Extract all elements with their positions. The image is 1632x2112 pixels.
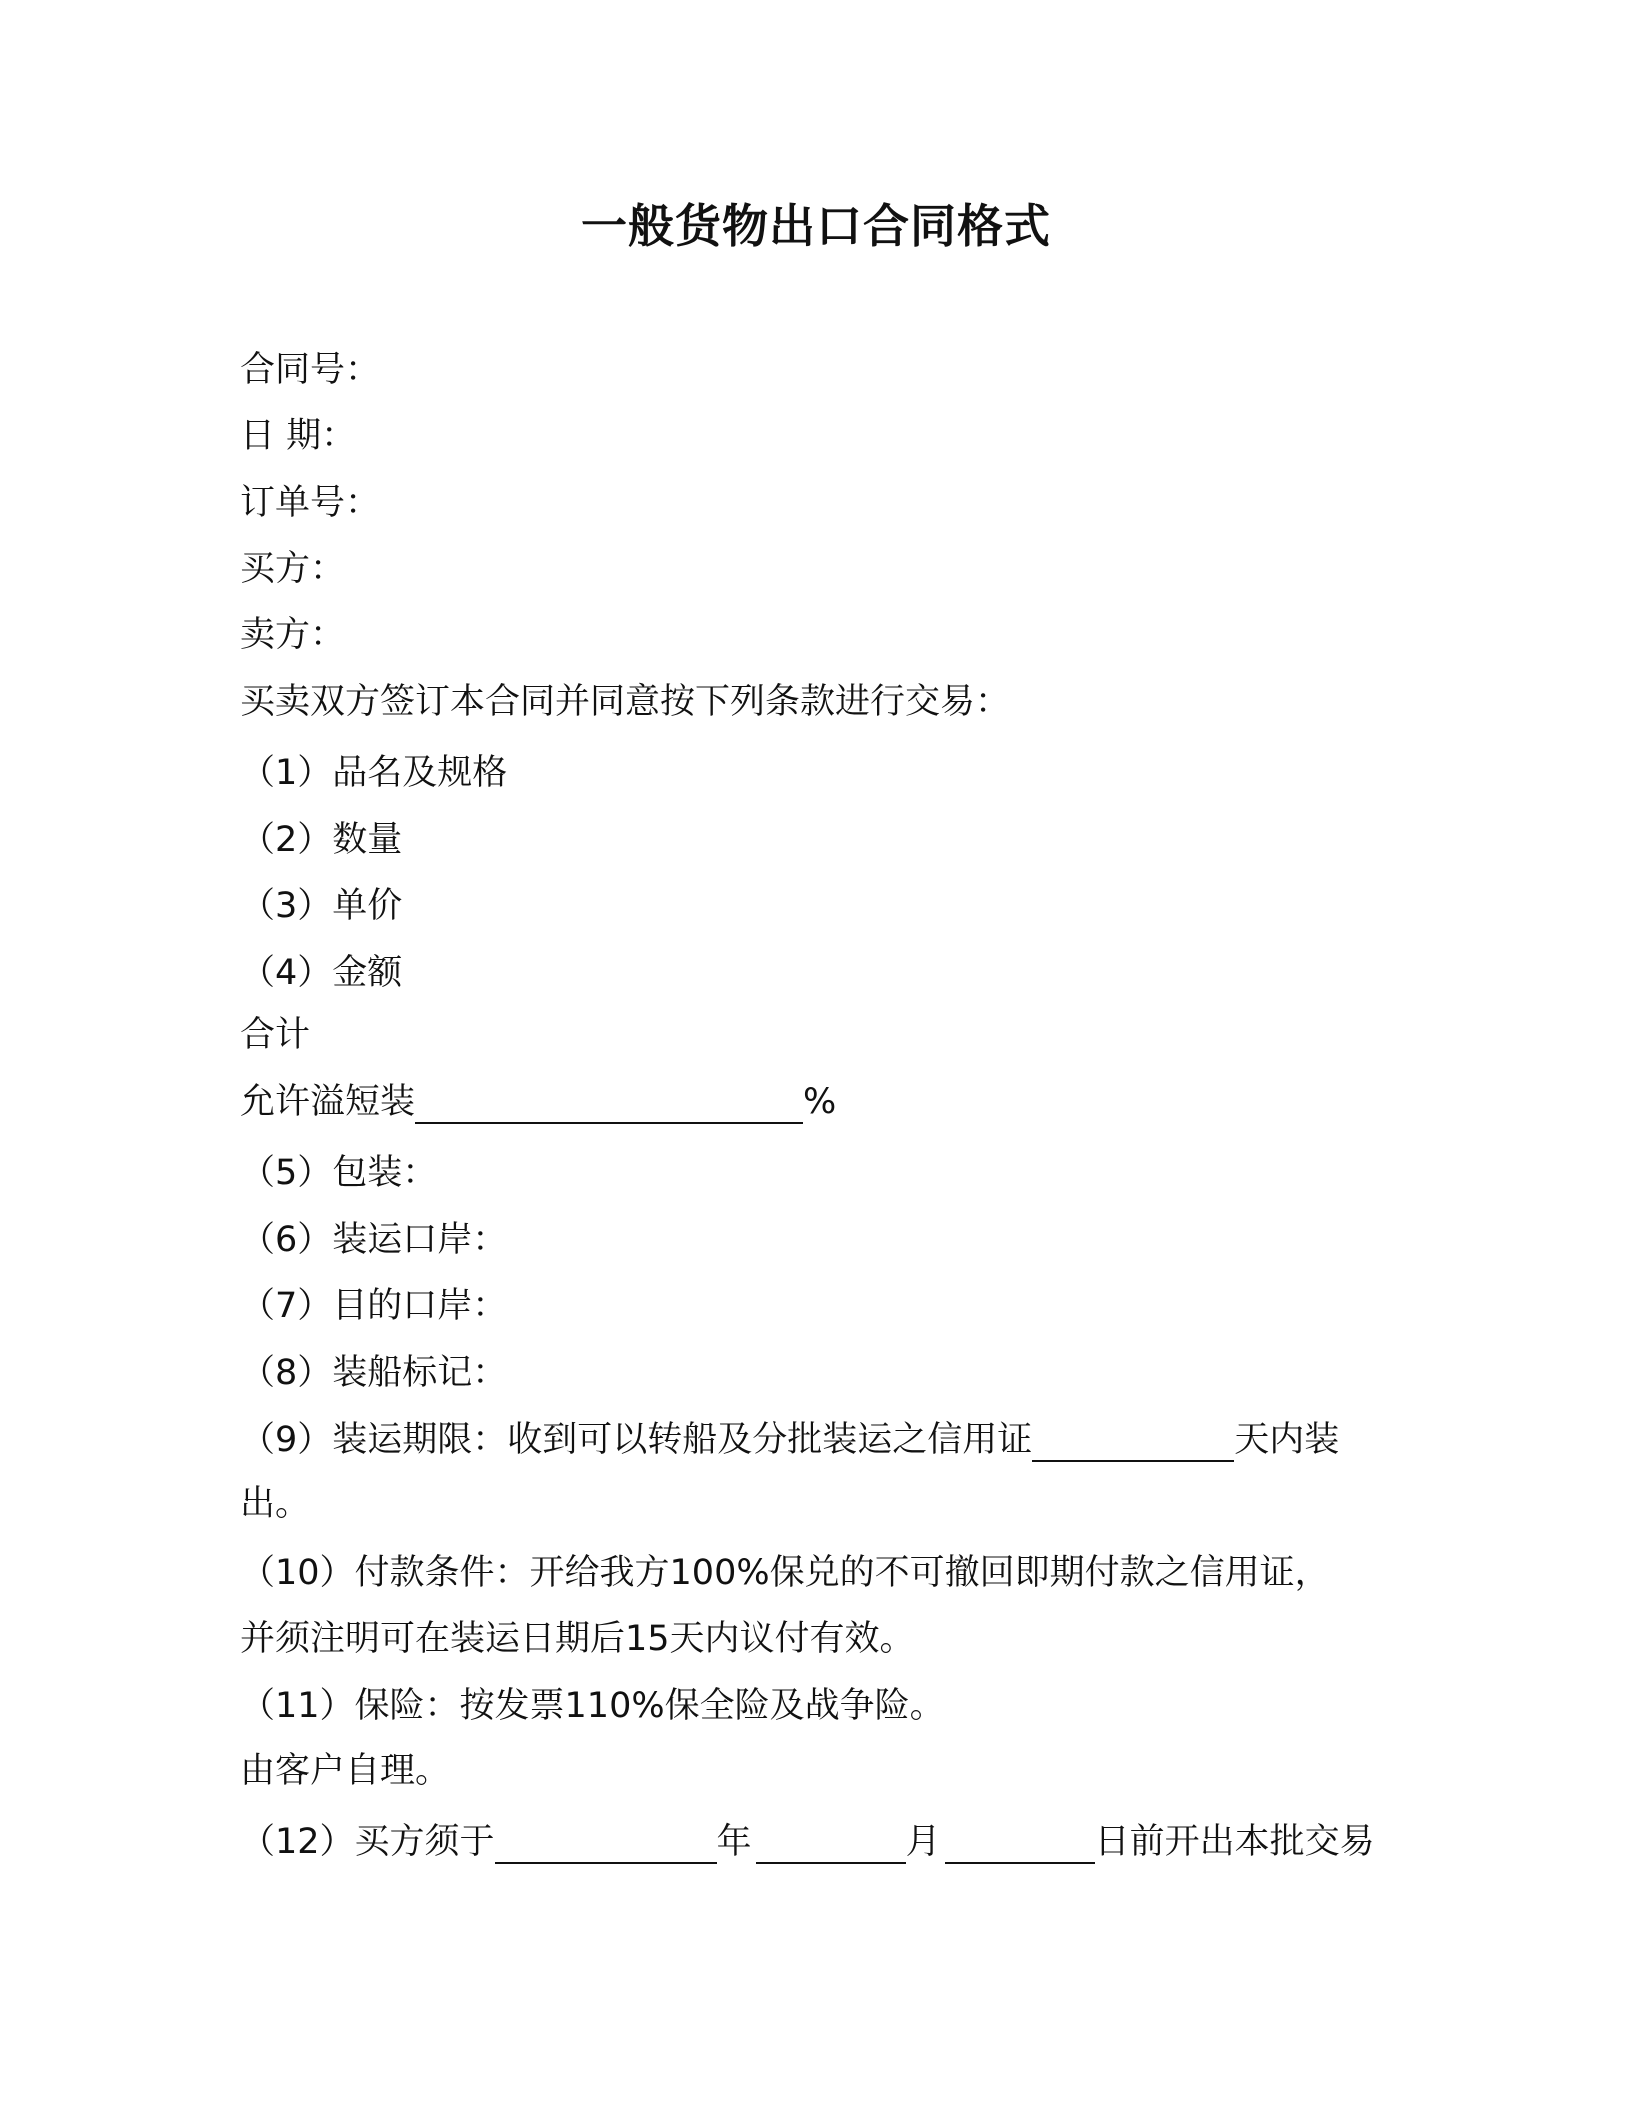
tolerance-line: [240, 1080, 836, 1124]
intro-text: 买卖双方签订本合同并同意按下列条款进行交易：: [240, 682, 1011, 722]
clause-shipment-period-end: 出。: [240, 1484, 311, 1524]
clause-packing: （5）包装：: [240, 1153, 438, 1193]
item-unit-price: （3）单价: [240, 886, 403, 926]
document-title: 一般货物出口合同格式: [581, 199, 1051, 253]
month-blank[interactable]: [756, 1822, 906, 1864]
order-number-label: 订单号：: [240, 483, 381, 523]
clause-shipment-period: [240, 1418, 1339, 1462]
clause-lc-deadline: [240, 1820, 1375, 1864]
clause-loading-port: （6）装运口岸：: [240, 1220, 508, 1260]
date-label: 日 期：: [240, 416, 357, 456]
item-name-spec: （1）品名及规格: [240, 753, 508, 793]
tolerance-blank[interactable]: [415, 1082, 803, 1124]
year-blank[interactable]: [495, 1822, 717, 1864]
clause-lc-deadline-text: （12）买方须于: [240, 1822, 495, 1862]
total-label: 合计: [240, 1015, 311, 1055]
clause-insurance-note: 由客户自理。: [240, 1751, 451, 1791]
day-blank[interactable]: [945, 1822, 1095, 1864]
clause-insurance: （11）保险：按发票110%保全险及战争险。: [240, 1686, 945, 1726]
clause-shipping-marks: （8）装船标记：: [240, 1353, 508, 1393]
tolerance-label: 允许溢短装: [240, 1082, 416, 1122]
item-amount: （4）金额: [240, 953, 403, 993]
month-label: 月: [905, 1822, 941, 1862]
clause-shipment-period-suffix: 天内装: [1234, 1420, 1340, 1460]
contract-number-label: 合同号：: [240, 350, 381, 390]
seller-label: 卖方：: [240, 615, 346, 655]
year-label: 年: [716, 1822, 752, 1862]
buyer-label: 买方：: [240, 549, 346, 589]
clause-lc-deadline-suffix: 日前开出本批交易: [1094, 1822, 1375, 1862]
clause-destination-port: （7）目的口岸：: [240, 1286, 508, 1326]
item-quantity: （2）数量: [240, 820, 403, 860]
clause-payment-line2: 并须注明可在装运日期后15天内议付有效。: [240, 1619, 915, 1659]
shipment-days-blank[interactable]: [1032, 1420, 1234, 1462]
clause-shipment-period-text: （9）装运期限：收到可以转船及分批装运之信用证: [240, 1420, 1033, 1460]
tolerance-unit: %: [803, 1082, 837, 1122]
clause-payment-line1: （10）付款条件：开给我方100%保兑的不可撤回即期付款之信用证，: [240, 1553, 1330, 1593]
